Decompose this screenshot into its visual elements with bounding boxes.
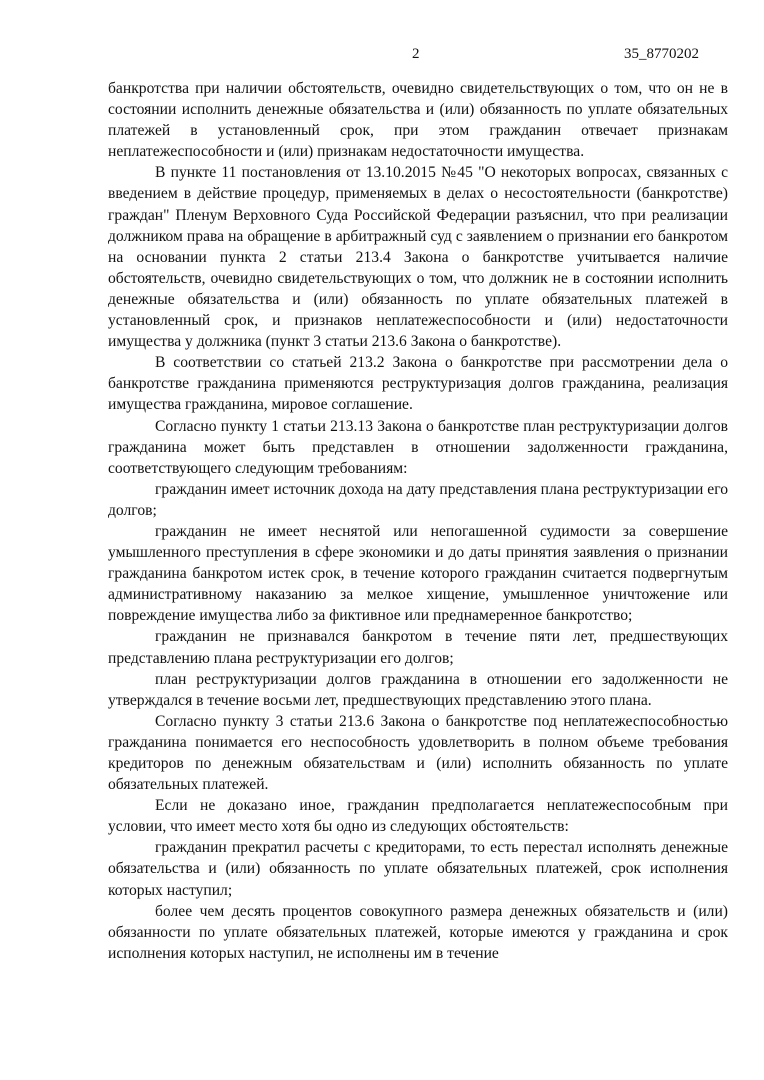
paragraph-4: Согласно пункту 1 статьи 213.13 Закона о банкротстве план реструктуризации долгов гражданина может быть представлен в отношении задолженности гражданина, соответствующего следующим требованиям: [108, 417, 728, 477]
document-id: 35_8770202 [624, 46, 699, 62]
paragraph-5: гражданин имеет источник дохода на дату представления плана реструктуризации его долгов; [108, 480, 728, 519]
paragraph-3: В соответствии со статьей 213.2 Закона о банкротстве при рассмотрении дела о банкротстве гражданина применяются реструктуризация долгов гражданина, реализация имущества гражданина, мировое соглашение. [108, 354, 728, 414]
paragraph-11: гражданин прекратил расчеты с кредиторами, то есть перестал исполнять денежные обязательства и (или) обязанность по уплате обязательных платежей, срок исполнения которых наступил; [108, 839, 728, 899]
paragraph-1: банкротства при наличии обстоятельств, очевидно свидетельствующих о том, что он не в состоянии исполнить денежные обязательства и (или) обязанность по уплате обязательных платежей в установленный срок, при этом гражданин отвечает признакам неплатежеспособности и (или) признакам недостаточности имущества. [108, 80, 728, 161]
paragraph-10: Если не доказано иное, гражданин предполагается неплатежеспособным при условии, что имеет место хотя бы одно из следующих обстоятельств: [108, 797, 728, 836]
page-number: 2 [412, 46, 420, 62]
paragraph-6: гражданин не имеет неснятой или непогашенной судимости за совершение умышленного преступления в сфере экономики и до даты принятия заявления о признании гражданина банкротом истек срок, в течение которого гражданин считается подвергнутым административному наказанию за мелкое хищение, умышленное уничтожение или повреждение имущества либо за фиктивное или преднамеренное банкротство; [108, 522, 728, 625]
paragraph-8: план реструктуризации долгов гражданина в отношении его задолженности не утверждался в течение восьми лет, предшествующих представлению этого плана. [108, 670, 728, 709]
paragraph-2: В пункте 11 постановления от 13.10.2015 №45 "О некоторых вопросах, связанных с введением в действие процедур, применяемых в делах о несостоятельности (банкротстве) граждан" Пленум Верховного Суда Российской Федерации разъяснил, что при реализации должником права на обращение в арбитражный суд с заявлением о признании его банкротом на основании пункта 2 статьи 213.4 Закона о банкротстве учитывается наличие обстоятельств, очевидно свидетельствующих о том, что должник не в состоянии исполнить денежные обязательства и (или) обязанность по уплате обязательных платежей в установленный срок, и признаков неплатежеспособности и (или) недостаточности имущества у должника (пункт 3 статьи 213.6 Закона о банкротстве). [108, 164, 728, 351]
paragraph-12: более чем десять процентов совокупного размера денежных обязательств и (или) обязанности по уплате обязательных платежей, которые имеются у гражданина и срок исполнения которых наступил, не исполнены им в течение [108, 902, 728, 962]
document-body [108, 78, 728, 964]
paragraph-7: гражданин не признавался банкротом в течение пяти лет, предшествующих представлению плана реструктуризации его долгов; [108, 628, 728, 667]
paragraph-9: Согласно пункту 3 статьи 213.6 Закона о банкротстве под неплатежеспособностью гражданина понимается его неспособность удовлетворить в полном объеме требования кредиторов по денежным обязательствам и (или) исполнить обязанность по уплате обязательных платежей. [108, 712, 728, 794]
